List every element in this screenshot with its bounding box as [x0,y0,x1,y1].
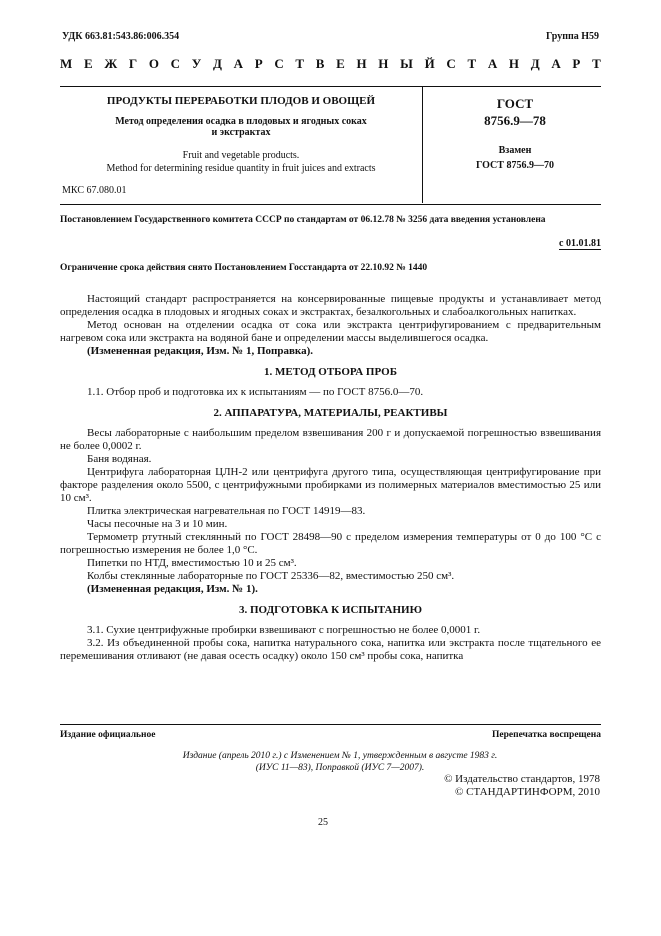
title-sub-line: и экстрактах [211,127,271,138]
decree-date [559,238,601,249]
official-edition-label: Издание официальное [60,730,156,740]
section-title: 3. ПОДГОТОВКА К ИСПЫТАНИЮ [239,604,422,616]
title-en-line: Fruit and vegetable products. [182,150,300,161]
heading-letter: Н [508,56,520,71]
paragraph: Плитка электрическая нагревательная по ГОСТ 14919—83. [87,505,366,517]
heading-letter: Й [424,56,435,71]
heading-letter: С [274,56,284,71]
title-english [60,149,422,175]
paragraph: 1.1. Отбор проб и подготовка их к испытаниям — по ГОСТ 8756.0—70. [87,386,424,398]
top-divider [60,86,601,87]
paragraph: 3.2. Из объединенной пробы сока, напитка натурального сока, напитка или экстракта после тщательного ее перемешивания отливают (не давая осесть осадку) около 150 см³ пробы сока, напитка [60,637,601,662]
decree-date-value: с 01.01.81 [559,238,601,249]
body-text [60,293,601,663]
heading-letter: Р [572,56,581,71]
heading-letter: С [446,56,456,71]
copyright-2010: © СТАНДАРТИНФОРМ, 2010 [455,786,600,798]
heading-letter: Т [592,56,601,71]
paragraph: 3.1. Сухие центрифужные пробирки взвешивают с погрешностью не более 0,0001 г. [87,624,481,636]
title-en-line: Method for determining residue quantity in fruit juices and extracts [106,163,376,174]
heading-letter: О [148,56,159,71]
paragraph: Весы лабораторные с наибольшим пределом взвешивания 200 г и допускаемой погрешностью взвешивания не более 0,0002 г. [60,427,601,452]
paragraph: Метод основан на отделении осадка от сока или экстракта центрифугированием с предварительным нагревом сока или экстракта на водяной бане и определении массы выделившегося осадка. [60,319,601,344]
edition-line: Издание (апрель 2010 г.) с Изменением № 1, утвержденным в августе 1983 г. [182,751,498,761]
heading-letter: Е [336,56,345,71]
title-sub-line: Метод определения осадка в плодовых и ягодных соках [115,116,367,127]
heading-letter: Е [83,56,93,71]
footer-divider [60,724,601,725]
reprint-prohibited-label: Перепечатка воспрещена [491,730,601,740]
edit-note: (Измененная редакция, Изм. № 1, Поправка). [87,345,313,357]
replaces-label: Взамен [498,145,532,156]
decree-text: Постановлением Государственного комитета СССР по стандартам от 06.12.78 № 3256 дата введения установлена [60,215,546,225]
edition-note [150,750,530,774]
paragraph: Баня водяная. [87,453,152,465]
edit-note: (Измененная редакция, Изм. № 1). [87,583,258,595]
heading-letter: С [170,56,181,71]
heading-letter: Н [356,56,367,71]
heading-letter: Н [378,56,389,71]
heading-letter: А [551,56,561,71]
section-title: 1. МЕТОД ОТБОРА ПРОБ [264,366,397,378]
heading-letter: Д [212,56,222,71]
edition-line: (ИУС 11—83), Поправкой (ИУС 7—2007). [255,763,425,773]
paragraph: Настоящий стандарт распространяется на консервированные пищевые продукты и устанавливает метод определения осадка в плодовых и ягодных соках и экстрактах, безалкогольных и слабоалкогольных напитках. [60,293,601,318]
heading-letter: Р [254,56,263,71]
group-code: Группа Н59 [546,31,599,42]
heading-letter: Г [128,56,138,71]
title-column-divider [422,87,423,203]
heading-letter: Ы [400,56,413,71]
paragraph: Центрифуга лабораторная ЦЛН-2 или центрифуга другого типа, осуществляющая центрифугирование при факторе разделения около 5500, с центрифужными пробирками из полимерных материалов вместимостью 25 или 10 см³. [60,466,601,504]
title-bottom-divider [60,204,601,205]
mks-code: МКС 67.080.01 [62,185,127,196]
copyright-1978: © Издательство стандартов, 1978 [444,773,600,785]
heading-letter: Т [467,56,477,71]
gost-block [430,95,600,171]
title-subtitle [60,116,422,138]
standard-type-heading [60,56,601,72]
paragraph: Термометр ртутный стеклянный по ГОСТ 28498—90 с пределом измерения температуры от 0 до 100 °С с погрешностью измерения не более 1,0 °С. [60,531,601,556]
heading-letter: В [315,56,325,71]
heading-letter: У [191,56,202,71]
heading-letter: Ж [104,56,118,71]
replaces-value: ГОСТ 8756.9—70 [476,160,554,171]
heading-letter: Д [530,56,540,71]
title-main: ПРОДУКТЫ ПЕРЕРАБОТКИ ПЛОДОВ И ОВОЩЕЙ [106,95,376,107]
paragraph: Колбы стеклянные лабораторные по ГОСТ 25336—82, вместимостью 250 см³. [87,570,455,582]
title-block [60,95,422,175]
section-title: 2. АППАРАТУРА, МАТЕРИАЛЫ, РЕАКТИВЫ [213,407,448,419]
heading-letter: А [233,56,243,71]
paragraph: Пипетки по НТД, вместимостью 10 и 25 см³. [87,557,297,569]
gost-label: ГОСТ [496,96,534,111]
limit-text: Ограничение срока действия снято Постановлением Госстандарта от 22.10.92 № 1440 [60,263,428,273]
paragraph: Часы песочные на 3 и 10 мин. [87,518,228,530]
udk-code: УДК 663.81:543.86:006.354 [62,31,180,42]
gost-number: 8756.9—78 [484,113,546,128]
page-number: 25 [318,817,328,828]
heading-letter: М [60,56,73,71]
heading-letter: Т [295,56,305,71]
heading-letter: А [487,56,498,71]
